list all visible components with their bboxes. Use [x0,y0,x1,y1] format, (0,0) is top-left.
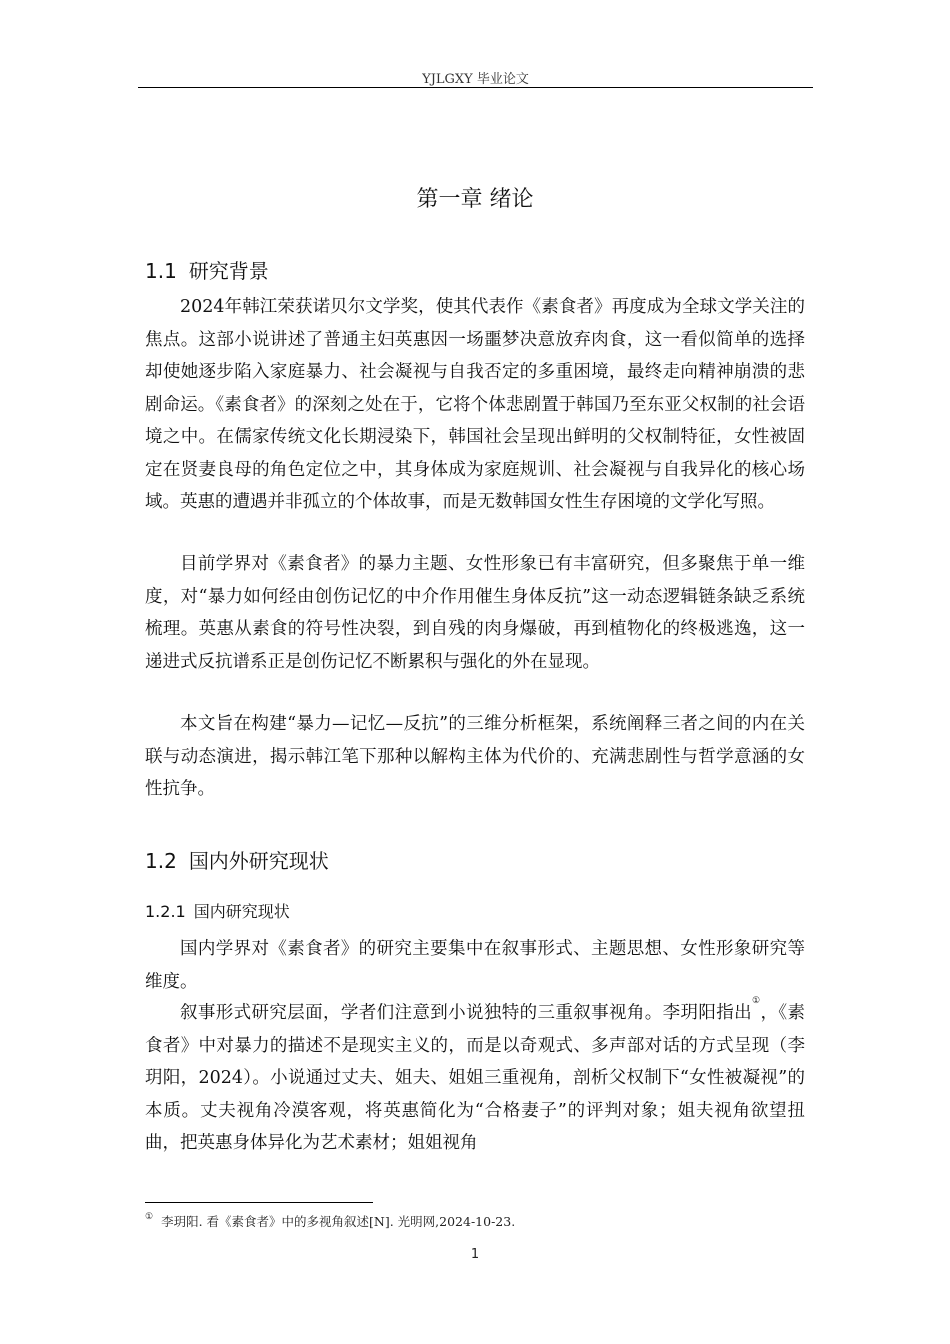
footnote [145,1212,515,1230]
chapter-title: 第一章 绪论 [416,187,534,212]
section-heading-1-2 [145,845,329,874]
paragraph-domestic-2 [145,997,805,1160]
section-number: 1.1 [145,259,177,283]
paragraph-domestic-1: 国内学界对《素食者》的研究主要集中在叙事形式、主题思想、女性形象研究等维度。 [145,939,805,992]
page-number: 1 [470,1247,480,1262]
paragraph-background-3: 本文旨在构建“暴力—记忆—反抗”的三维分析框架，系统阐释三者之间的内在关联与动态演进，揭示韩江笔下那种以解构主体为代价的、充满悲剧性与哲学意涵的女性抗争。 [145,714,805,799]
footnote-rule [145,1202,373,1203]
page-header: YJLGXY 毕业论文 [422,72,529,87]
footnote-reference[interactable]: ① [752,996,761,1006]
footnote-marker: ① [145,1212,154,1222]
paragraph-text: 叙事形式研究层面，学者们注意到小说独特的三重叙事视角。李玥阳指出 [180,1003,753,1023]
paragraph-background-2: 目前学界对《素食者》的暴力主题、女性形象已有丰富研究，但多聚焦于单一维度，对“暴力如何经由创伤记忆的中介作用催生身体反抗”这一动态逻辑链条缺乏系统梳理。英惠从素食的符号性决裂，到自残的肉身爆破，再到植物化的终极逃逸，这一递进式反抗谱系正是创伤记忆不断累积与强化的外在显现。 [145,554,805,672]
section-number: 1.2.1 [145,902,186,921]
section-heading-1-1 [145,255,269,284]
footnote-text: 李玥阳. 看《素食者》中的多视角叙述[N]. 光明网,2024-10-23. [161,1214,516,1229]
section-title: 国内研究现状 [193,902,290,921]
section-number: 1.2 [145,849,177,873]
section-title: 研究背景 [188,259,269,283]
paragraph-text: ，《素食者》中对暴力的描述不是现实主义的，而是以奇观式、多声部对话的方式呈现（李玥阳，2024）。小说通过丈夫、姐夫、姐姐三重视角，剖析父权制下“女性被凝视”的本质。丈夫视角冷漠客观，将英惠简化为“合格妻子”的评判对象；姐夫视角欲望扭曲，把英惠身体异化为艺术素材；姐姐视角 [145,1003,806,1153]
paragraph-background-1: 2024年韩江荣获诺贝尔文学奖，使其代表作《素食者》再度成为全球文学关注的焦点。这部小说讲述了普通主妇英惠因一场噩梦决意放弃肉食，这一看似简单的选择却使她逐步陷入家庭暴力、社会凝视与自我否定的多重困境，最终走向精神崩溃的悲剧命运。《素食者》的深刻之处在于，它将个体悲剧置于韩国乃至东亚父权制的社会语境之中。在儒家传统文化长期浸染下，韩国社会呈现出鲜明的父权制特征，女性被固定在贤妻良母的角色定位之中，其身体成为家庭规训、社会凝视与自我异化的核心场域。英惠的遭遇并非孤立的个体故事，而是无数韩国女性生存困境的文学化写照。 [145,297,805,512]
section-heading-1-2-1 [145,899,290,922]
section-title: 国内外研究现状 [188,849,329,873]
header-rule [138,87,813,88]
